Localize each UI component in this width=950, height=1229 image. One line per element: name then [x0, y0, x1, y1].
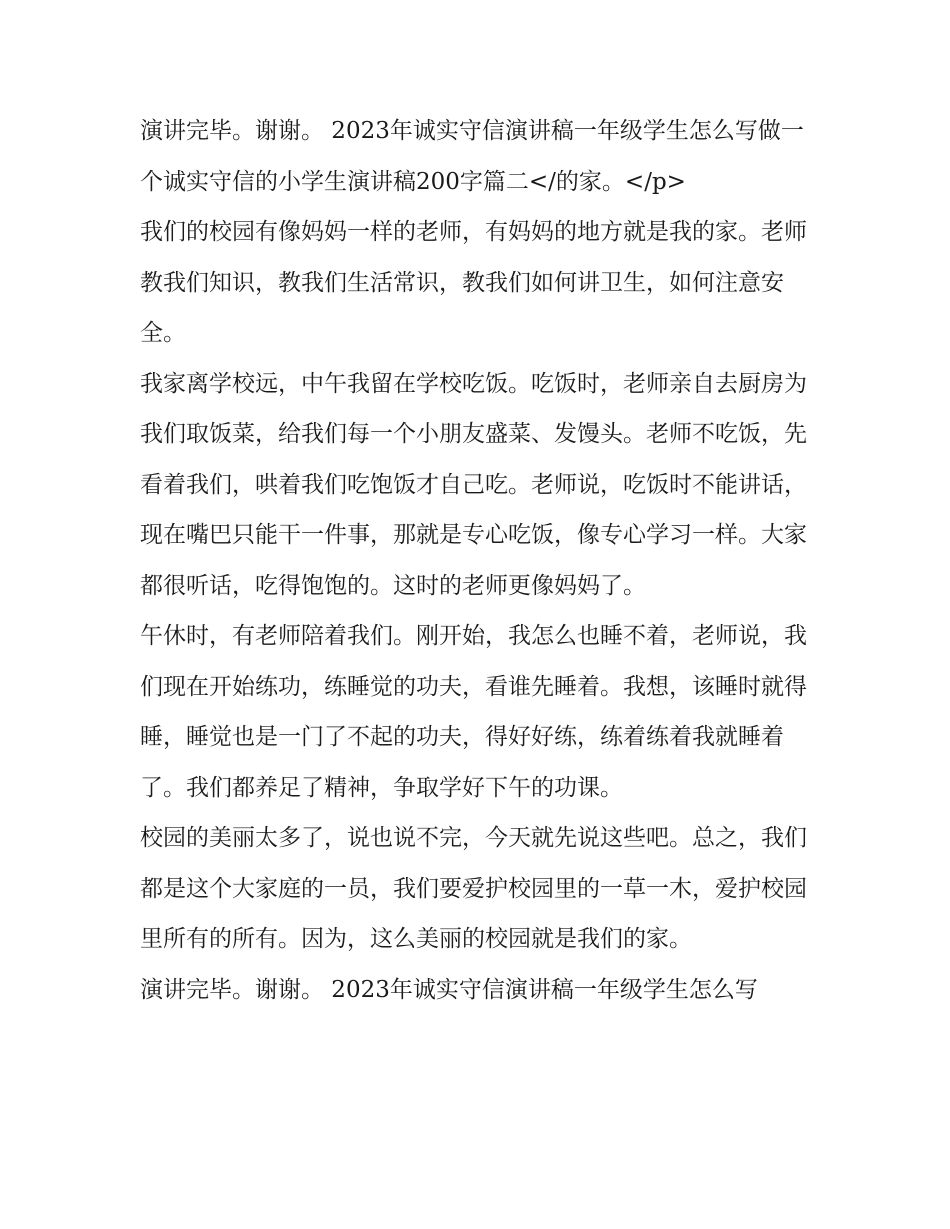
paragraph-4: 午休时，有老师陪着我们。刚开始，我怎么也睡不着，老师说，我们现在开始练功，练睡觉的功夫，看谁先睡着。我想，该睡时就得睡，睡觉也是一门了不起的功夫，得好好练，练着练着我就睡着了。我们都养足了精神，争取学好下午的功课。: [140, 623, 807, 801]
document-page: [140, 106, 820, 1015]
paragraph-1: 演讲完毕。谢谢。 2023年诚实守信演讲稿一年级学生怎么写做一个诚实守信的小学生演讲稿200字篇二</的家。</p>: [140, 118, 804, 195]
paragraph-2: 我们的校园有像妈妈一样的老师，有妈妈的地方就是我的家。老师教我们知识，教我们生活常识，教我们如何讲卫生，如何注意安全。: [140, 219, 807, 346]
paragraph-5: 校园的美丽太多了，说也说不完，今天就先说这些吧。总之，我们都是这个大家庭的一员，我们要爱护校园里的一草一木，爱护校园里所有的所有。因为，这么美丽的校园就是我们的家。: [140, 825, 807, 952]
paragraph-6: 演讲完毕。谢谢。 2023年诚实守信演讲稿一年级学生怎么写: [140, 976, 758, 1003]
paragraph-3: 我家离学校远，中午我留在学校吃饭。吃饭时，老师亲自去厨房为我们取饭菜，给我们每一个小朋友盛菜、发馒头。老师不吃饭，先看着我们，哄着我们吃饱饭才自己吃。老师说，吃饭时不能讲话，现在嘴巴只能干一件事，那就是专心吃饭，像专心学习一样。大家都很听话，吃得饱饱的。这时的老师更像妈妈了。: [140, 370, 807, 599]
